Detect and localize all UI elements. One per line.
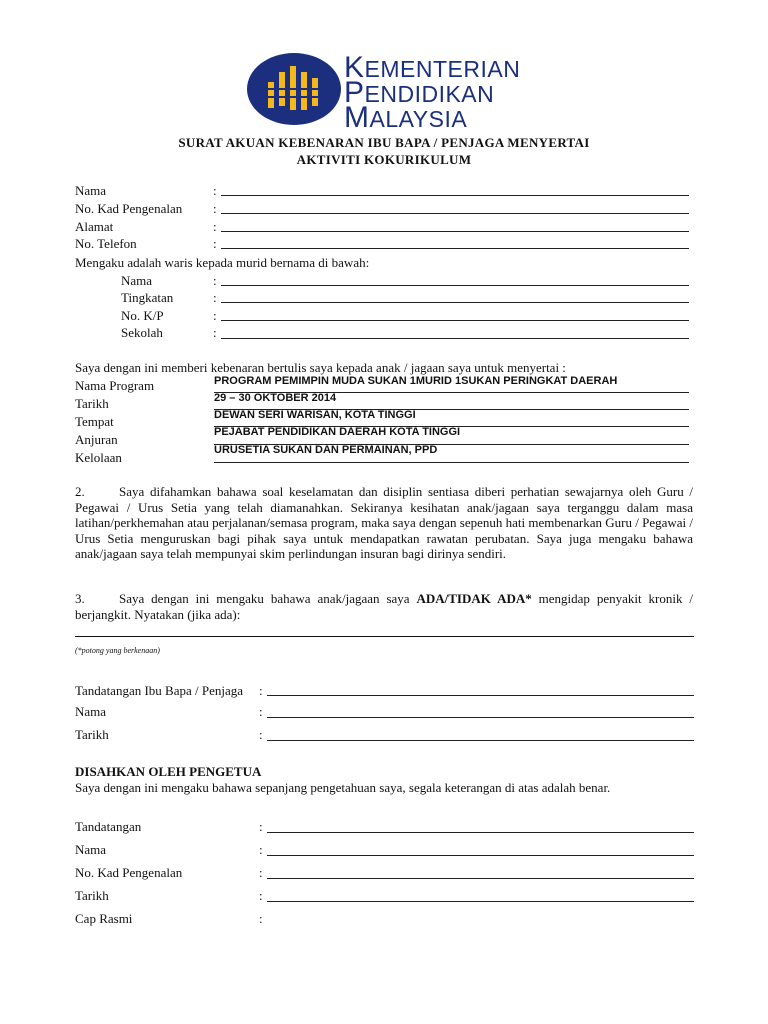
section-3-text-b: mengidap penyakit kronik / berjangkit. Nyatakan (jika ada):: [75, 591, 693, 622]
student-ic-field[interactable]: [221, 320, 689, 321]
principal-date-field[interactable]: [267, 901, 694, 902]
signer-date-field[interactable]: [267, 740, 694, 741]
colon: :: [259, 865, 263, 880]
principal-signature-label: Tandatangan: [75, 819, 142, 834]
colon: :: [213, 219, 217, 234]
colon: :: [213, 308, 217, 323]
colon: :: [259, 683, 263, 698]
kpm-logo-text: [344, 51, 521, 134]
colon: :: [213, 183, 217, 198]
program-organizer-label: Anjuran: [75, 432, 118, 447]
colon: :: [259, 911, 263, 926]
principal-heading: DISAHKAN OLEH PENGETUA: [75, 764, 262, 779]
program-name-value: PROGRAM PEMIMPIN MUDA SUKAN 1MURID 1SUKAN PERINGKAT DAERAH: [214, 375, 618, 387]
parent-signature-field[interactable]: [267, 695, 694, 696]
logo-cap-p: P: [344, 76, 365, 109]
parent-ic-field[interactable]: [221, 213, 689, 214]
student-form-field[interactable]: [221, 302, 689, 303]
colon: :: [259, 819, 263, 834]
student-name-field[interactable]: [221, 285, 689, 286]
principal-statement: Saya dengan ini mengaku bahawa sepanjang pengetahuan saya, segala keterangan di atas adalah benar.: [75, 780, 611, 795]
official-stamp-label: Cap Rasmi: [75, 911, 133, 926]
colon: :: [259, 888, 263, 903]
program-manager-label: Kelolaan: [75, 450, 122, 465]
form-title-line1: SURAT AKUAN KEBENARAN IBU BAPA / PENJAGA MENYERTAI: [178, 135, 590, 150]
principal-ic-field[interactable]: [267, 878, 694, 879]
signer-name-field[interactable]: [267, 717, 694, 718]
student-name-label: Nama: [121, 273, 153, 288]
program-date-label: Tarikh: [75, 396, 109, 411]
principal-date-label: Tarikh: [75, 888, 109, 903]
section-3-text: [75, 591, 693, 622]
program-manager-field[interactable]: [214, 462, 689, 463]
section-3-text-a: Saya dengan ini mengaku bahawa anak/jagaan saya: [119, 591, 417, 606]
parent-phone-label: No. Telefon: [75, 236, 137, 251]
logo-rest-2: ENDIDIKAN: [364, 81, 495, 107]
parent-ic-label: No. Kad Pengenalan: [75, 201, 183, 216]
colon: :: [213, 325, 217, 340]
program-venue-value: DEWAN SERI WARISAN, KOTA TINGGI: [214, 409, 416, 421]
parent-phone-field[interactable]: [221, 248, 689, 249]
colon: :: [213, 273, 217, 288]
form-title-line2: AKTIVITI KOKURIKULUM: [296, 152, 472, 167]
student-school-label: Sekolah: [121, 325, 163, 340]
parent-address-field[interactable]: [221, 231, 689, 232]
student-form-label: Tingkatan: [121, 290, 174, 305]
colon: :: [259, 704, 263, 719]
colon: :: [213, 290, 217, 305]
guardian-statement: Mengaku adalah waris kepada murid bernama di bawah:: [75, 255, 370, 270]
program-organizer-value: PEJABAT PENDIDIKAN DAERAH KOTA TINGGI: [214, 426, 461, 438]
program-name-label: Nama Program: [75, 378, 155, 393]
consent-statement: Saya dengan ini memberi kebenaran bertulis saya kepada anak / jagaan saya untuk menyertai :: [75, 360, 566, 375]
principal-signature-field[interactable]: [267, 832, 694, 833]
program-date-value: 29 – 30 OKTOBER 2014: [214, 392, 337, 404]
kpm-logo-icon: [246, 52, 342, 126]
section-3-number: 3.: [75, 591, 85, 606]
principal-name-label: Nama: [75, 842, 107, 857]
parent-name-field[interactable]: [221, 195, 689, 196]
illness-details-field[interactable]: [75, 636, 694, 637]
program-manager-value: URUSETIA SUKAN DAN PERMAINAN, PPD: [214, 444, 438, 456]
colon: :: [213, 201, 217, 216]
parent-address-label: Alamat: [75, 219, 114, 234]
section-2-text: Saya difahamkan bahawa soal keselamatan dan disiplin sentiasa diberi perhatian sewajarnya oleh Guru / Pegawai / Urus Setia yang telah diamanahkan. Sekiranya kesihatan anak/jagaan saya terganggu dalam masa latihan/perkhemahan atau perjalanan/semasa program, maka saya dengan sepenuh hati membenarkan Guru / Pegawai / Urus Setia menguruskan bagi pihak saya untuk mendapatkan rawatan perubatan. Saya juga mengaku bahawa anak/jagaan saya telah mempunyai skim perlindungan insuran bagi dirinya sendiri.: [75, 484, 693, 561]
strike-note: (*potong yang berkenaan): [75, 646, 160, 655]
colon: :: [259, 727, 263, 742]
student-school-field[interactable]: [221, 338, 689, 339]
colon: :: [213, 236, 217, 251]
student-ic-label: No. K/P: [121, 308, 164, 323]
parent-name-label: Nama: [75, 183, 107, 198]
logo-rest-3: ALAYSIA: [369, 106, 468, 132]
logo-rest-1: EMENTERIAN: [364, 56, 521, 82]
signer-name-label: Nama: [75, 704, 107, 719]
principal-name-field[interactable]: [267, 855, 694, 856]
logo-cap-m: M: [344, 101, 370, 134]
section-3-choice: ADA/TIDAK ADA*: [416, 591, 532, 606]
parent-signature-label: Tandatangan Ibu Bapa / Penjaga: [75, 683, 244, 698]
colon: :: [259, 842, 263, 857]
logo-cap-k: K: [344, 51, 365, 84]
program-venue-label: Tempat: [75, 414, 114, 429]
section-2-number: 2.: [75, 484, 85, 499]
signer-date-label: Tarikh: [75, 727, 109, 742]
principal-ic-label: No. Kad Pengenalan: [75, 865, 183, 880]
